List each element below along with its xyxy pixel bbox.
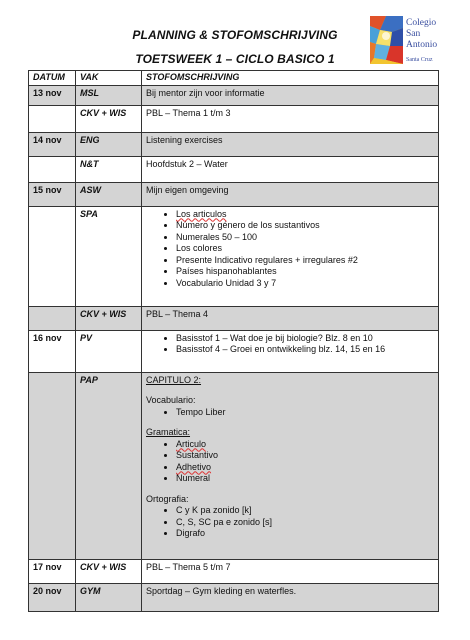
vak-cell: PAP [76,372,142,559]
vak-cell: GYM [76,583,142,611]
pap-heading: CAPITULO 2: [146,374,202,385]
list-item: • C y K pa zonido [k] [176,505,435,517]
list-item: • Digrafo [176,528,435,540]
pap-vocab-label: Vocabulario: [146,395,196,405]
spa-topic-list [146,209,435,290]
list-item: • Numeral [176,473,435,485]
school-logo [370,16,452,66]
table-row [29,156,439,182]
datum-cell [29,372,76,559]
content-cell: PBL – Thema 1 t/m 3 [142,105,439,132]
pap-vocab-list [146,407,435,419]
datum-cell: 17 nov [29,559,76,583]
content-cell [142,206,439,306]
list-item: • Basisstof 4 – Groei en ontwikkeling blz. 14, 15 en 16 [176,344,435,356]
column-header-vak: VAK [76,71,142,86]
list-item: • Numerales 50 – 100 [176,232,435,244]
pap-orto-list [146,505,435,540]
vak-cell: ASW [76,182,142,206]
document-subtitle: TOETSWEEK 1 – CICLO BASICO 1 [135,52,335,66]
vak-cell: N&T [76,156,142,182]
planning-table [28,70,439,612]
vak-cell: MSL [76,85,142,105]
school-crest-icon [370,16,403,64]
datum-cell: 14 nov [29,132,76,156]
table-row [29,206,439,306]
datum-cell [29,206,76,306]
pap-gram-list [146,439,435,485]
list-item: • Los articulos [176,209,435,221]
vak-cell: SPA [76,206,142,306]
list-item: • Los colores [176,243,435,255]
table-row [29,85,439,105]
pv-topic-list [146,333,435,356]
list-item: • Tempo Liber [176,407,435,419]
content-cell: Bij mentor zijn voor informatie [142,85,439,105]
pap-orto-label: Ortografia: [146,493,189,504]
list-item: • Vocabulario Unidad 3 y 7 [176,278,435,290]
table-row [29,105,439,132]
table-row [29,306,439,330]
vak-cell: CKV + WIS [76,559,142,583]
table-row [29,330,439,372]
school-name: Colegio San Antonio [406,18,438,50]
vak-cell: PV [76,330,142,372]
datum-cell [29,156,76,182]
content-cell: Mijn eigen omgeving [142,182,439,206]
datum-cell: 20 nov [29,583,76,611]
list-item: • C, S, SC pa e zonido [s] [176,517,435,529]
datum-cell: 15 nov [29,182,76,206]
table-row [29,559,439,583]
content-cell [142,372,439,559]
table-row [29,182,439,206]
datum-cell: 13 nov [29,85,76,105]
content-cell: PBL – Thema 4 [142,306,439,330]
datum-cell: 16 nov [29,330,76,372]
vak-cell: CKV + WIS [76,306,142,330]
document-title: PLANNING & STOFOMSCHRIJVING [132,28,338,42]
table-row [29,372,439,559]
list-item: • Articulo [176,439,435,451]
table-header-row [29,71,439,86]
datum-cell [29,306,76,330]
column-header-stofomschrijving: STOFOMSCHRIJVING [142,71,439,86]
list-item: • Basisstof 1 – Wat doe je bij biologie? Blz. 8 en 10 [176,333,435,345]
content-cell [142,330,439,372]
list-item: • Número y género de los sustantivos [176,220,435,232]
datum-cell [29,105,76,132]
vak-cell: CKV + WIS [76,105,142,132]
table-row [29,132,439,156]
content-cell: Listening exercises [142,132,439,156]
list-item: • Sustantivo [176,450,435,462]
table-row [29,583,439,611]
content-cell: Hoofdstuk 2 – Water [142,156,439,182]
pap-gram-label: Gramatica: [146,427,191,437]
list-item: • Países hispanohablantes [176,266,435,278]
list-item: • Presente Indicativo regulares + irregulares #2 [176,255,435,267]
school-city: Santa Cruz [406,57,433,63]
vak-cell: ENG [76,132,142,156]
content-cell: PBL – Thema 5 t/m 7 [142,559,439,583]
content-cell: Sportdag – Gym kleding en waterfles. [142,583,439,611]
column-header-datum: DATUM [29,71,76,86]
list-item: • Adhetivo [176,462,435,474]
